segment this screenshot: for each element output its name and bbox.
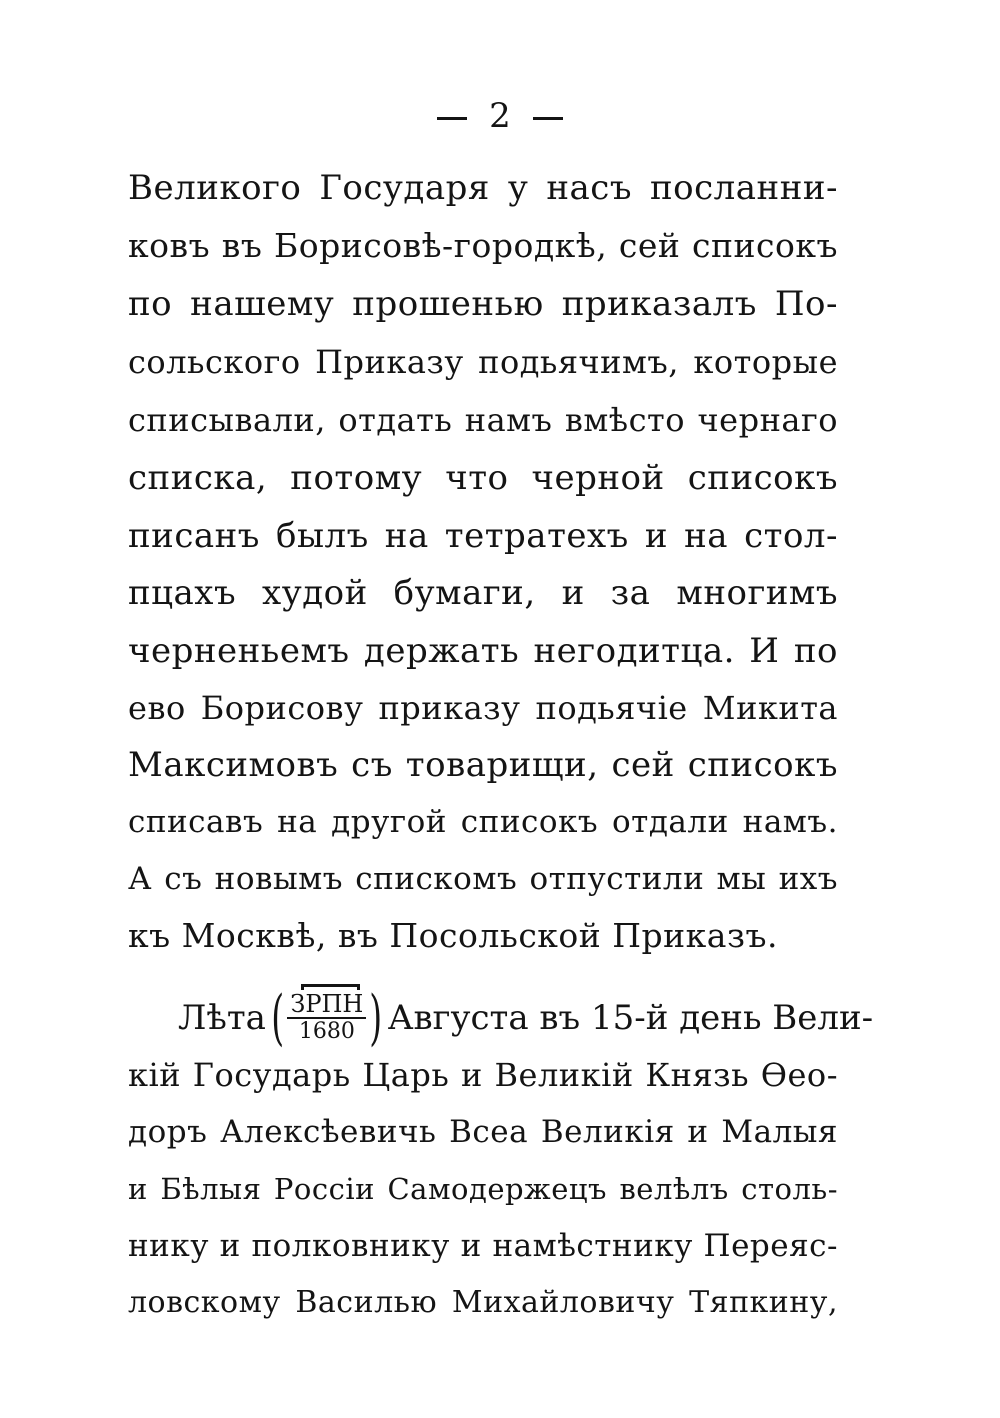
page-number xyxy=(0,96,1000,136)
year-word: Лѣта xyxy=(178,998,266,1038)
text-line: доръ Алексѣевичь Всеа Великія и Малыя xyxy=(128,1114,838,1150)
text-line: списывали, отдать намъ вмѣсто чернаго xyxy=(128,401,838,439)
text-line: писанъ былъ на тетратехъ и на стол- xyxy=(128,516,838,556)
text-line: нику и полковнику и намѣстнику Переяс- xyxy=(128,1228,838,1264)
text-line: сольского Приказу подьячимъ, которые xyxy=(128,343,838,381)
text-line: ево Борисову приказу подьячіе Микита xyxy=(128,689,838,727)
date-fraction xyxy=(266,983,388,1053)
left-paren: ( xyxy=(271,983,285,1053)
text-line: А съ новымъ спискомъ отпустили мы ихъ xyxy=(128,861,838,897)
text-line: ловскому Василью Михайловичу Тяпкину, xyxy=(128,1285,838,1320)
text-line: черненьемъ держать негодитца. И по xyxy=(128,631,838,671)
text-line: и Бѣлыя Россіи Самодержецъ велѣлъ столь- xyxy=(128,1172,838,1206)
text-line: ковъ въ Борисовѣ-городкѣ, сей списокъ xyxy=(128,226,838,265)
text-line: Великого Государя у насъ посланни- xyxy=(128,168,838,208)
text-line: Максимовъ съ товарищи, сей списокъ xyxy=(128,745,838,785)
fraction-body xyxy=(287,991,366,1045)
fraction-top xyxy=(287,991,366,1019)
right-dash xyxy=(533,117,563,120)
titlo-mark xyxy=(301,984,360,990)
fraction-bottom: 1680 xyxy=(298,1019,355,1044)
text-line: списавъ на другой списокъ отдали намъ. xyxy=(128,804,838,840)
left-dash xyxy=(437,117,467,120)
fraction-top-text: ЗРПН xyxy=(290,990,364,1018)
text-line: къ Москвѣ, въ Посольской Приказъ. xyxy=(128,916,778,955)
text-line: кій Государь Царь и Великій Князь Ѳео- xyxy=(128,1056,838,1094)
page-number-text: 2 xyxy=(489,96,511,136)
text-line: по нашему прошенью приказалъ По- xyxy=(128,284,838,324)
right-paren: ) xyxy=(369,983,383,1053)
text-line: списка, потому что черной списокъ xyxy=(128,458,838,498)
date-line-rest: Августа въ 15-й день Вели- xyxy=(387,998,874,1038)
text-line: пцахъ худой бумаги, и за многимъ xyxy=(128,573,838,613)
date-line xyxy=(178,983,874,1053)
